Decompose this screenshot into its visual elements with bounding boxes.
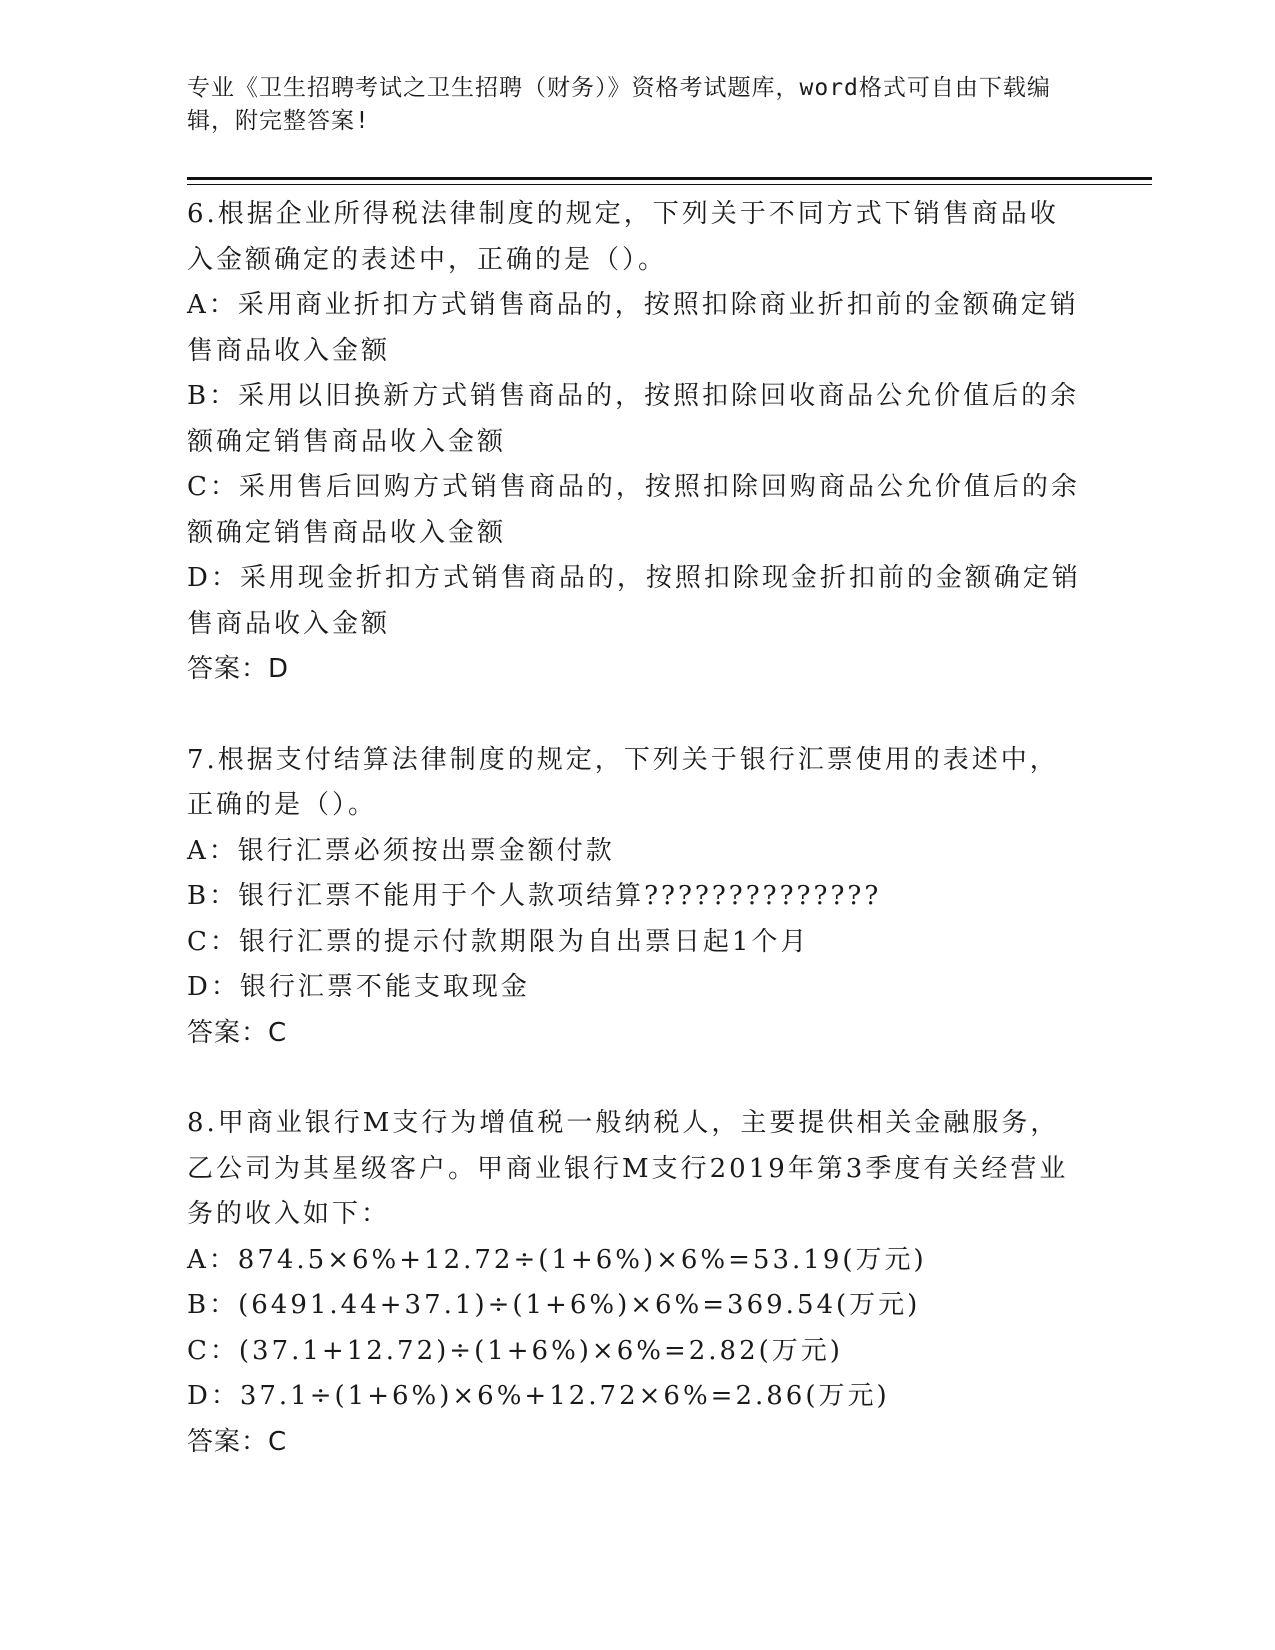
option-c: C：(37.1+12.72)÷(1+6%)×6%=2.82(万元): [187, 1335, 843, 1366]
question-list: [187, 192, 1087, 1465]
question-spacer: [187, 693, 1087, 738]
option-a: A：银行汇票必须按出票金额付款: [187, 835, 615, 866]
document-header: [187, 72, 1067, 138]
answer: 答案：C: [187, 1426, 288, 1457]
option-a: A：874.5×6%+12.72÷(1+6%)×6%=53.19(万元): [187, 1244, 927, 1275]
question-7: [187, 738, 1087, 1057]
option-d: D：37.1÷(1+6%)×6%+12.72×6%=2.86(万元): [187, 1381, 890, 1411]
option-d: D：采用现金折扣方式销售商品的，按照扣除现金折扣前的金额确定销售商品收入金额: [187, 563, 1081, 639]
question-stem: 6.根据企业所得税法律制度的规定，下列关于不同方式下销售商品收入金额确定的表述中，正确的是（）。: [187, 199, 1059, 275]
option-c: C：银行汇票的提示付款期限为自出票日起1个月: [187, 926, 810, 957]
option-c: C：采用售后回购方式销售商品的，按照扣除回购商品公允价值后的余额确定销售商品收入金额: [187, 472, 1080, 548]
header-divider-thick: [187, 177, 1152, 180]
answer: 答案：D: [187, 654, 290, 684]
option-d: D：银行汇票不能支取现金: [187, 972, 530, 1002]
option-a: A：采用商业折扣方式销售商品的，按照扣除商业折扣前的金额确定销售商品收入金额: [187, 290, 1079, 366]
question-stem: 7.根据支付结算法律制度的规定，下列关于银行汇票使用的表述中，正确的是（）。: [187, 744, 1059, 820]
header-divider-thin: [187, 184, 1152, 185]
option-b: B：采用以旧换新方式销售商品的，按照扣除回收商品公允价值后的余额确定销售商品收入金额: [187, 381, 1080, 457]
option-b: B：(6491.44+37.1)÷(1+6%)×6%=369.54(万元): [187, 1290, 921, 1320]
answer: 答案：C: [187, 1017, 288, 1048]
question-spacer: [187, 1056, 1087, 1101]
question-8: [187, 1101, 1087, 1465]
question-6: [187, 192, 1087, 693]
option-b: B：银行汇票不能用于个人款项结算??????????????: [187, 881, 882, 911]
question-stem: 8.甲商业银行M支行为增值税一般纳税人，主要提供相关金融服务，乙公司为其星级客户。甲商业银行M支行2019年第3季度有关经营业务的收入如下：: [187, 1108, 1069, 1229]
header-intro-text: 专业《卫生招聘考试之卫生招聘（财务）》资格考试题库，word格式可自由下载编辑，附完整答案!: [187, 75, 1051, 134]
